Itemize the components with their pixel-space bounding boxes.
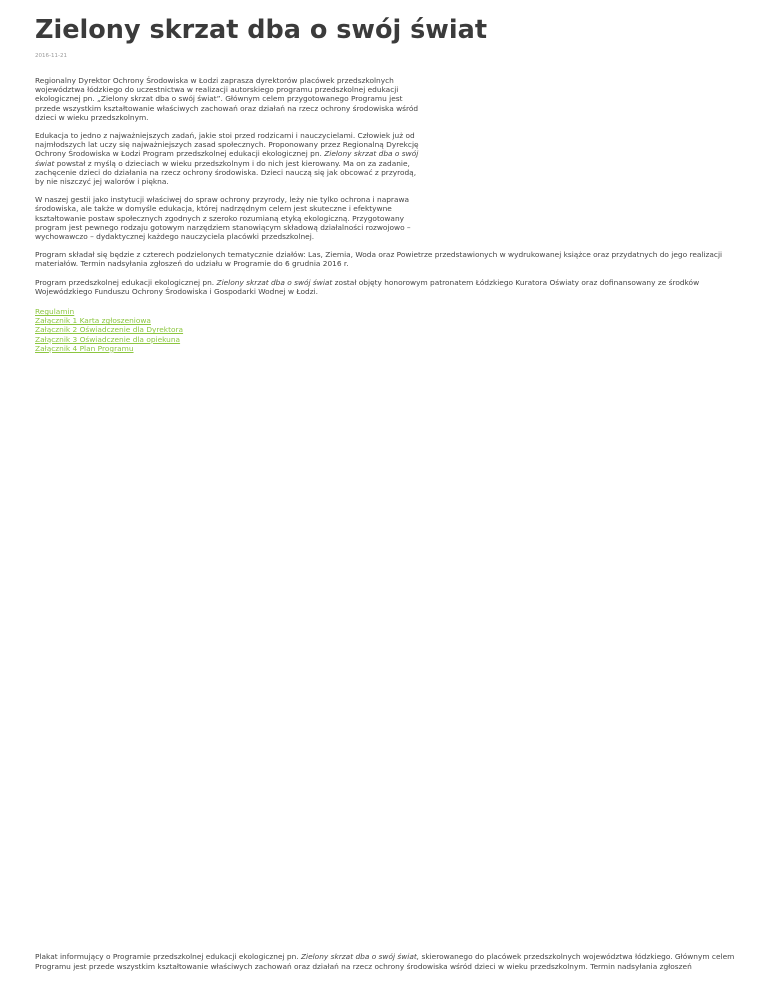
caption-program-name: Zielony skrzat dba o swój świat,: [300, 952, 420, 961]
paragraph-intro: Regionalny Dyrektor Ochrony Środowiska w Łodzi zaprasza dyrektorów placówek przedszkolnych województwa łódzkiego do uczestnictwa w realizacji autorskiego programu przedszkolnej edukacji ekologicznej pn. „Zielony skrzat dba o swój świat”. Głównym celem przygotowanego Programu jest przede wszystkim kształtowanie właściwych zachowań oraz działań na rzecz ochrony środowiska wśród dzieci w wieku przedszkolnym.: [35, 76, 419, 122]
paragraph-structure: Program składał się będzie z czterech podzielonych tematycznie działów: Las, Ziemia, Woda oraz Powietrze przedstawionych w wydrukowanej książce oraz przydatnych do jego realizacji materiałów. Termin nadsyłania zgłoszeń do udziału w Programie do 6 grudnia 2016 r.: [35, 250, 723, 269]
link-zalacznik-3[interactable]: Załącznik 3 Oświadczenie dla opiekuna: [35, 334, 181, 344]
link-zalacznik-2[interactable]: Załącznik 2 Oświadczenie dla Dyrektora: [35, 325, 184, 335]
paragraph-education-text-1: Edukacja to jedno z najważniejszych zadań, jakie stoi przed rodzicami i nauczycielami. Człowiek już od najmłodszych lat uczy się najważniejszych zasad społecznych. Proponowany przez Regionalną Dyrekcję Ochrony Środowiska w Łodzi Program przedszkolnej edukacji ekologicznej pn.: [35, 131, 419, 159]
paragraph-patronage-text-1: Program przedszkolnej edukacji ekologicznej pn.: [35, 277, 217, 287]
attachments-list: [35, 307, 735, 353]
page-title: Zielony skrzat dba o swój świat: [35, 15, 488, 45]
program-name-emphasis-2: Zielony skrzat dba o swój świat: [216, 277, 333, 287]
article-body: [35, 76, 735, 296]
link-zalacznik-4[interactable]: Załącznik 4 Plan Programu: [35, 343, 134, 353]
publish-date: 2016-11-21: [35, 53, 67, 59]
paragraph-patronage-text-2: został objęty honorowym patronatem Łódzkiego Kuratora Oświaty oraz dofinansowany ze środków Wojewódzkiego Funduszu Ochrony Środowiska i Gospodarki Wodnej w Łodzi.: [35, 277, 700, 296]
program-name-emphasis: Zielony skrzat dba o swój świat: [35, 149, 419, 168]
paragraph-patronage: [35, 278, 735, 296]
link-regulamin[interactable]: Regulamin: [35, 307, 75, 317]
caption-text-2: skierowanego do placówek przedszkolnych województwa łódzkiego. Głównym celem Programu jest przede wszystkim kształtowanie właściwych zachowań oraz działań na rzecz ochrony środowiska wśród dzieci w wieku przedszkolnym. Termin nadsyłania zgłoszeń: [35, 952, 735, 972]
link-zalacznik-1[interactable]: Załącznik 1 Karta zgłoszeniowa: [35, 316, 151, 326]
paragraph-education-text-2: powstał z myślą o dzieciach w wieku przedszkolnym i do nich jest kierowany. Ma on za zadanie, zachęcenie dzieci do działania na rzecz ochrony środowiska. Dzieci nauczą się jak obcować z przyrodą, by nie niszczyć jej walorów i piękna.: [35, 158, 417, 187]
caption-text-1: Plakat informujący o Programie przedszkolnej edukacji ekologicznej pn.: [35, 952, 301, 961]
poster-caption: [35, 952, 735, 973]
paragraph-institution: W naszej gestii jako instytucji właściwej do spraw ochrony przyrody, leży nie tylko ochrona i naprawa środowiska, ale także w domyśle edukacja, której nadrzędnym celem jest skuteczne i efektywne kształtowanie postaw społecznych zgodnych z szeroko rozumianą etyką ekologiczną. Przygotowany program jest pewnego rodzaju gotowym narzędziem stanowiącym składową działalności rozwojowo – wychowawczo – dydaktycznej każdego nauczyciela placówki przedszkolnej.: [35, 195, 411, 242]
article: [35, 0, 735, 353]
paragraph-education: [35, 131, 427, 186]
